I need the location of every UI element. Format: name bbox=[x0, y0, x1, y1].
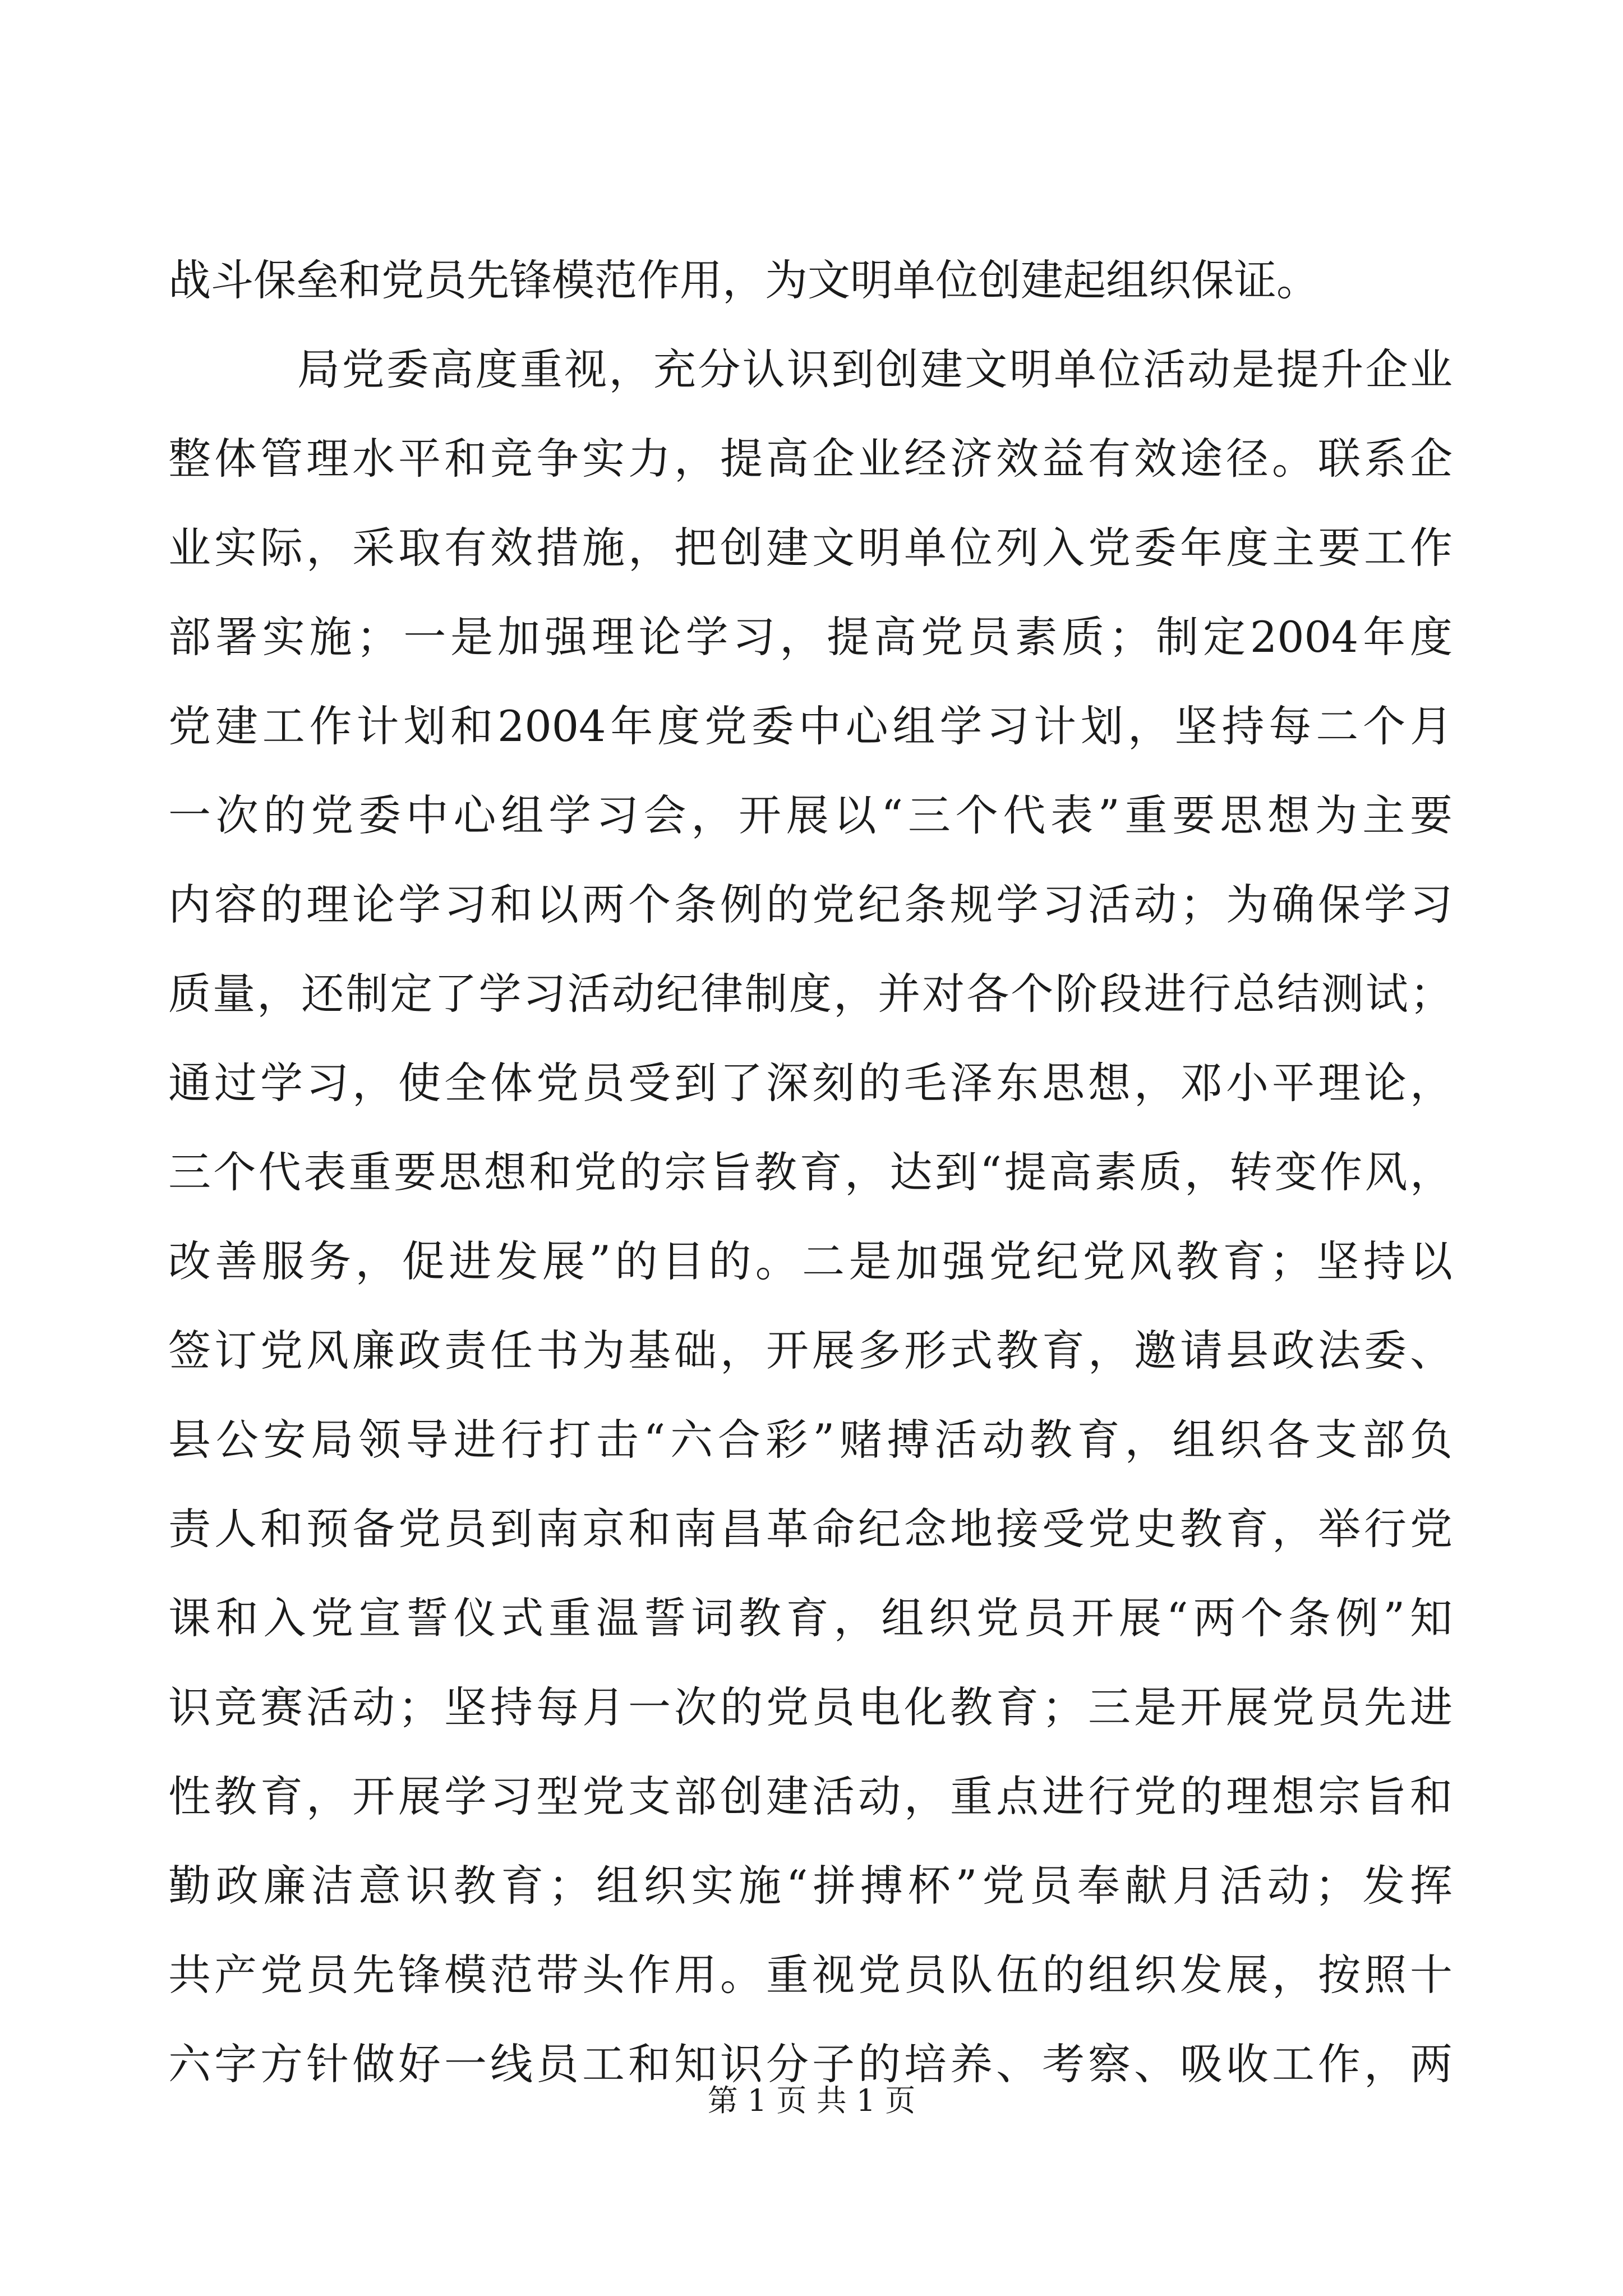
text-line: 通过学习，使全体党员受到了深刻的毛泽东思想，邓小平理论， bbox=[168, 1058, 1453, 1108]
text-line: 质量，还制定了学习活动纪律制度，并对各个阶段进行总结测试； bbox=[168, 969, 1453, 1019]
text-line: 性教育，开展学习型党支部创建活动，重点进行党的理想宗旨和 bbox=[168, 1772, 1453, 1821]
text-line: 责人和预备党员到南京和南昌革命纪念地接受党史教育，举行党 bbox=[168, 1504, 1453, 1554]
text-line: 六字方针做好一线员工和知识分子的培养、考察、吸收工作，两 bbox=[168, 2039, 1453, 2089]
text-line: 签订党风廉政责任书为基础，开展多形式教育，邀请县政法委、 bbox=[168, 1326, 1453, 1375]
text-line: 县公安局领导进行打击“六合彩”赌搏活动教育，组织各支部负 bbox=[168, 1415, 1453, 1465]
page-number-footer: 第 1 页 共 1 页 bbox=[707, 2083, 916, 2118]
text-line: 内容的理论学习和以两个条例的党纪条规学习活动；为确保学习 bbox=[168, 880, 1453, 930]
text-line: 战斗保垒和党员先锋模范作用，为文明单位创建起组织保证。 bbox=[168, 255, 1319, 305]
text-line: 部署实施；一是加强理论学习，提高党员素质；制定2004年度 bbox=[168, 612, 1453, 662]
text-line: 整体管理水平和竞争实力，提高企业经济效益有效途径。联系企 bbox=[168, 434, 1453, 484]
text-line: 课和入党宣誓仪式重温誓词教育，组织党员开展“两个条例”知 bbox=[168, 1593, 1453, 1643]
text-line: 局党委高度重视，充分认识到创建文明单位活动是提升企业 bbox=[297, 344, 1453, 394]
text-line: 三个代表重要思想和党的宗旨教育，达到“提高素质，转变作风， bbox=[168, 1147, 1453, 1197]
text-line: 改善服务，促进发展”的目的。二是加强党纪党风教育；坚持以 bbox=[168, 1236, 1453, 1286]
text-line: 共产党员先锋模范带头作用。重视党员队伍的组织发展，按照十 bbox=[168, 1950, 1453, 2000]
text-line: 党建工作计划和2004年度党委中心组学习计划，坚持每二个月 bbox=[168, 701, 1453, 751]
body-text bbox=[168, 236, 1453, 2109]
text-line: 识竞赛活动；坚持每月一次的党员电化教育；三是开展党员先进 bbox=[168, 1682, 1453, 1732]
text-line: 一次的党委中心组学习会，开展以“三个代表”重要思想为主要 bbox=[168, 790, 1453, 840]
text-line: 业实际，采取有效措施，把创建文明单位列入党委年度主要工作 bbox=[168, 523, 1453, 573]
text-line: 勤政廉洁意识教育；组织实施“拼搏杯”党员奉献月活动；发挥 bbox=[168, 1861, 1453, 1911]
